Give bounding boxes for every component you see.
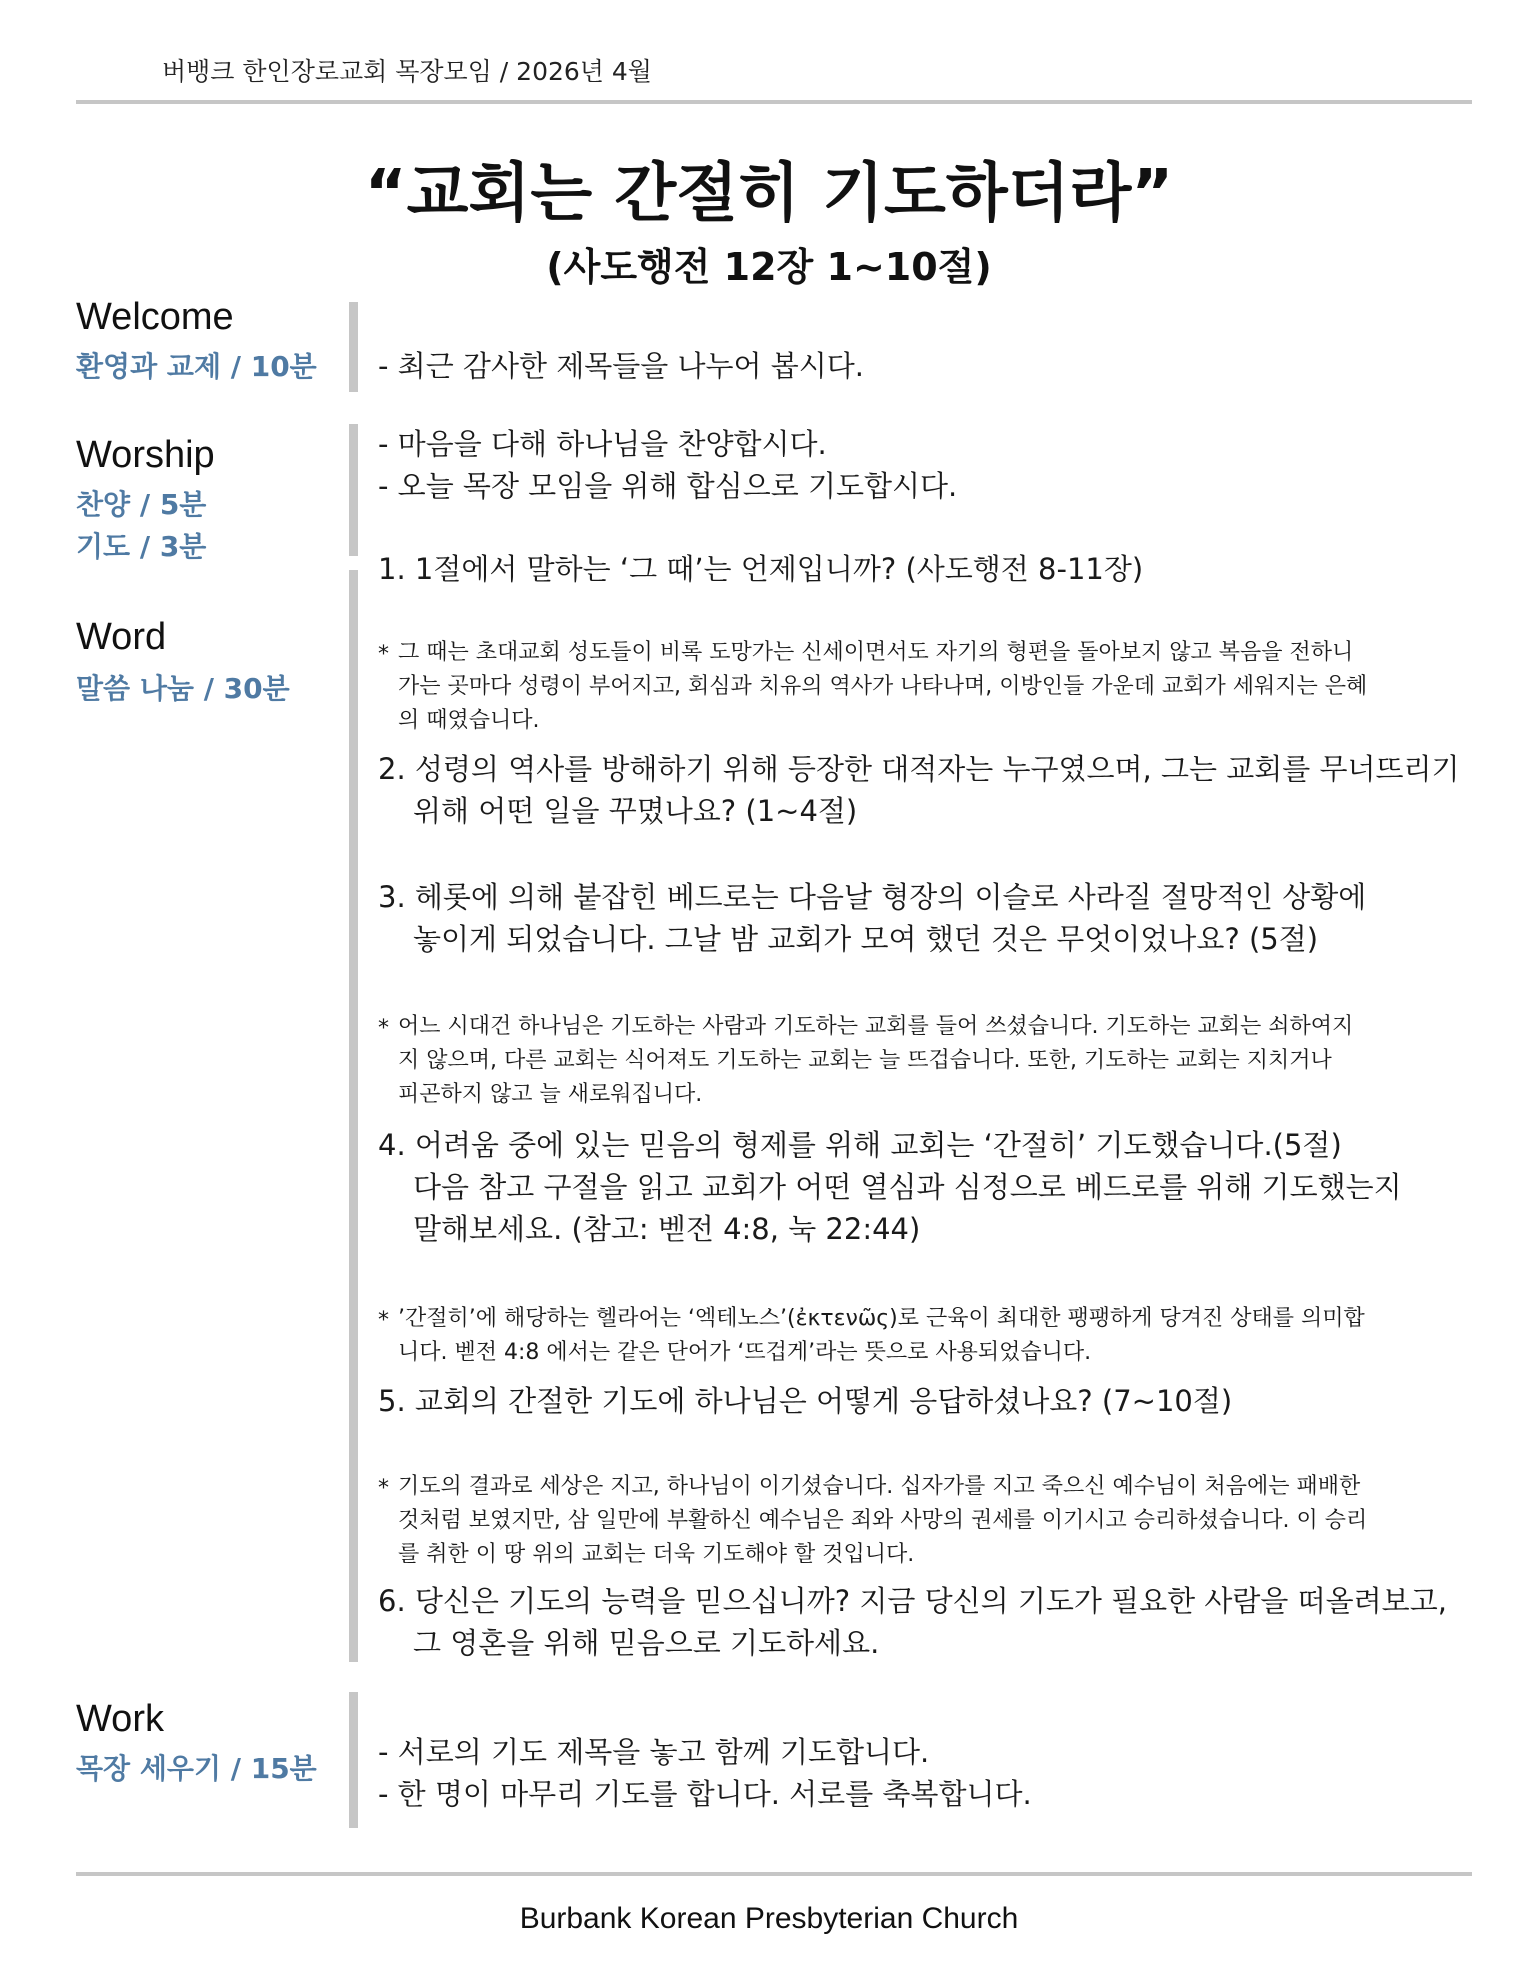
question-6 bbox=[378, 1580, 1447, 1664]
section-sub-word: 말씀 나눔 / 30분 bbox=[76, 672, 290, 705]
question-6-line-2: 그 영혼을 위해 믿음으로 기도하세요. bbox=[413, 1626, 880, 1660]
question-2-line-2: 위해 어떤 일을 꾸몄나요? (1~4절) bbox=[413, 794, 858, 828]
question-6-line-1: 6. 당신은 기도의 능력을 믿으십니까? 지금 당신의 기도가 필요한 사람을 떠올려보고, bbox=[378, 1584, 1447, 1618]
note-2-line-3: 피곤하지 않고 늘 새로워집니다. bbox=[398, 1082, 703, 1107]
page-subtitle: (사도행전 12장 1~10절) bbox=[546, 245, 992, 289]
worship-line-praise: - 마음을 다해 하나님을 찬양합시다. bbox=[378, 427, 827, 461]
question-2 bbox=[378, 748, 1460, 832]
section-label-word: Word bbox=[76, 616, 167, 658]
note-3 bbox=[378, 1302, 1488, 1370]
note-1-line-1: 그 때는 초대교회 성도들이 비록 도망가는 신세이면서도 자기의 형편을 돌아보지 않고 복음을 전하니 bbox=[398, 640, 1354, 665]
section-sub-work: 목장 세우기 / 15분 bbox=[76, 1752, 317, 1785]
work-line-pray-together: - 서로의 기도 제목을 놓고 함께 기도합니다. bbox=[378, 1735, 930, 1769]
worship-bar bbox=[349, 424, 358, 556]
section-label-welcome: Welcome bbox=[76, 296, 234, 338]
section-sub-welcome: 환영과 교제 / 10분 bbox=[76, 350, 317, 383]
question-5-line: 5. 교회의 간절한 기도에 하나님은 어떻게 응답하셨나요? (7~10절) bbox=[378, 1384, 1233, 1418]
note-1-star: * bbox=[378, 642, 389, 667]
question-4-line-2: 다음 참고 구절을 읽고 교회가 어떤 열심과 심정으로 베드로를 위해 기도했는지 bbox=[413, 1170, 1402, 1204]
note-3-star: * bbox=[378, 1308, 389, 1333]
question-1-line: 1. 1절에서 말하는 ‘그 때’는 언제입니까? (사도행전 8-11장) bbox=[378, 552, 1144, 586]
question-3-line-2: 놓이게 되었습니다. 그날 밤 교회가 모여 했던 것은 무엇이었나요? (5절) bbox=[413, 922, 1319, 956]
note-4-line-3: 를 취한 이 땅 위의 교회는 더욱 기도해야 할 것입니다. bbox=[398, 1542, 915, 1567]
question-1 bbox=[378, 548, 1143, 590]
question-3 bbox=[378, 876, 1366, 960]
footer-divider bbox=[76, 1872, 1472, 1876]
section-sub-worship-praise: 찬양 / 5분 bbox=[76, 488, 207, 521]
question-4-line-3: 말해보세요. (참고: 벧전 4:8, 눅 22:44) bbox=[413, 1212, 921, 1246]
question-4-line-1: 4. 어려움 중에 있는 믿음의 형제를 위해 교회는 ‘간절히’ 기도했습니다.(5절) bbox=[378, 1128, 1342, 1162]
note-2-line-1: 어느 시대건 하나님은 기도하는 사람과 기도하는 교회를 들어 쓰셨습니다. 기도하는 교회는 쇠하여지 bbox=[398, 1014, 1354, 1039]
page-title: “교회는 간절히 기도하더라” bbox=[364, 157, 1174, 231]
header-divider bbox=[76, 100, 1472, 104]
welcome-line: - 최근 감사한 제목들을 나누어 봅시다. bbox=[378, 349, 864, 383]
footer-church-name: Burbank Korean Presbyterian Church bbox=[519, 1902, 1019, 1935]
question-3-line-1: 3. 헤롯에 의해 붙잡힌 베드로는 다음날 형장의 이슬로 사라질 절망적인 상황에 bbox=[378, 880, 1367, 914]
question-4 bbox=[378, 1124, 1402, 1250]
header-text: 버뱅크 한인장로교회 목장모임 / 2026년 4월 bbox=[162, 57, 652, 86]
question-5 bbox=[378, 1380, 1232, 1422]
note-2-star: * bbox=[378, 1016, 389, 1041]
note-3-line-2: 니다. 벧전 4:8 에서는 같은 단어가 ‘뜨겁게’라는 뜻으로 사용되었습니다. bbox=[398, 1340, 1092, 1365]
note-2-line-2: 지 않으며, 다른 교회는 식어져도 기도하는 교회는 늘 뜨겁습니다. 또한, 기도하는 교회는 지치거나 bbox=[398, 1048, 1332, 1073]
worship-line-prayer: - 오늘 목장 모임을 위해 합심으로 기도합시다. bbox=[378, 469, 958, 503]
section-label-worship: Worship bbox=[76, 434, 215, 476]
note-3-line-1: ’간절히’에 해당하는 헬라어는 ‘엑테노스’(ἐκτενῶς)로 근육이 최대한 팽팽하게 당겨진 상태를 의미합 bbox=[398, 1306, 1365, 1331]
welcome-bar bbox=[349, 302, 358, 392]
note-1 bbox=[378, 636, 1488, 738]
section-sub-worship-prayer: 기도 / 3분 bbox=[76, 530, 207, 563]
question-2-line-1: 2. 성령의 역사를 방해하기 위해 등장한 대적자는 누구였으며, 그는 교회를 무너뜨리기 bbox=[378, 752, 1460, 786]
note-4-line-2: 것처럼 보였지만, 삼 일만에 부활하신 예수님은 죄와 사망의 권세를 이기시고 승리하셨습니다. 이 승리 bbox=[398, 1508, 1368, 1533]
note-1-line-2: 가는 곳마다 성령이 부어지고, 회심과 치유의 역사가 나타나며, 이방인들 가운데 교회가 세워지는 은혜 bbox=[398, 674, 1368, 699]
note-2 bbox=[378, 1010, 1488, 1112]
note-4-line-1: 기도의 결과로 세상은 지고, 하나님이 이기셨습니다. 십자가를 지고 죽으신 예수님이 처음에는 패배한 bbox=[398, 1474, 1361, 1499]
note-1-line-3: 의 때였습니다. bbox=[398, 708, 540, 733]
note-4-star: * bbox=[378, 1476, 389, 1501]
work-line-closing-prayer: - 한 명이 마무리 기도를 합니다. 서로를 축복합니다. bbox=[378, 1777, 1032, 1811]
section-label-work: Work bbox=[76, 1698, 164, 1740]
note-4 bbox=[378, 1470, 1488, 1572]
work-bar bbox=[349, 1692, 358, 1828]
word-bar bbox=[349, 570, 358, 1662]
